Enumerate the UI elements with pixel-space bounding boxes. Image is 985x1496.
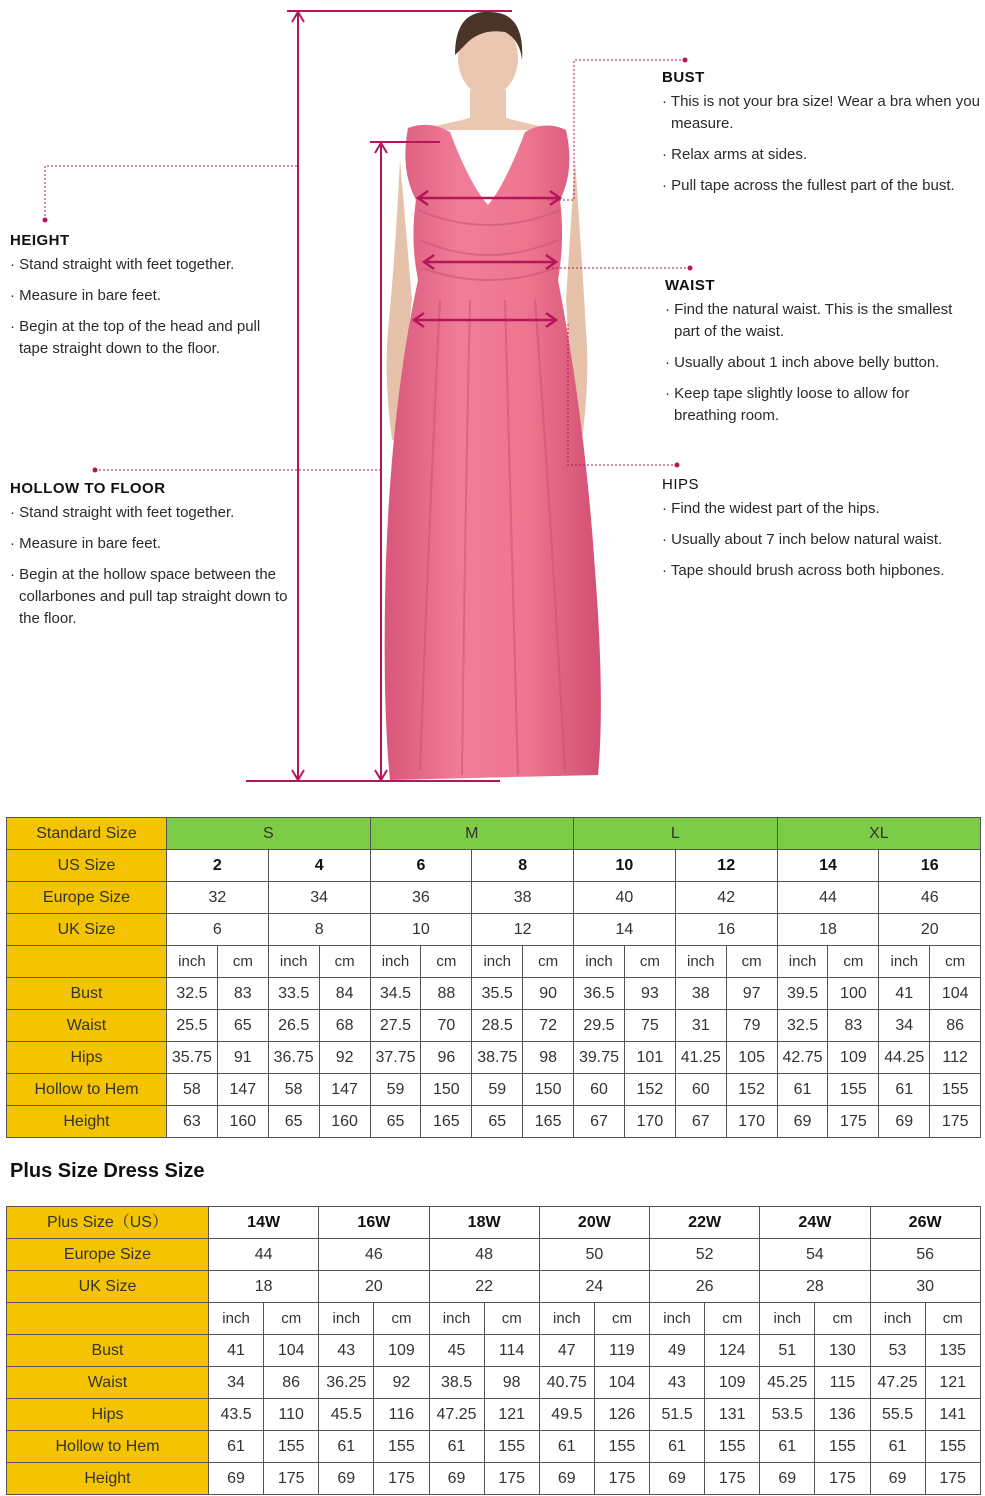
size-cell: 38	[472, 882, 574, 914]
unit-cell: cm	[925, 1303, 980, 1335]
size-cell: 2	[167, 850, 269, 882]
value-cell: 33.5	[268, 978, 319, 1010]
table-row	[7, 1042, 981, 1074]
table-row	[7, 1010, 981, 1042]
europe-size-row	[7, 882, 981, 914]
value-cell: 110	[264, 1399, 319, 1431]
size-cell: 34	[268, 882, 370, 914]
height-tip: · Begin at the top of the head and pull tape straight down to the floor.	[10, 316, 285, 360]
hips-tip: · Find the widest part of the hips.	[662, 498, 980, 520]
value-cell: 29.5	[574, 1010, 625, 1042]
value-cell: 39.5	[777, 978, 828, 1010]
value-cell: 35.5	[472, 978, 523, 1010]
size-cell: 56	[870, 1239, 980, 1271]
size-cell: 16W	[319, 1207, 429, 1239]
value-cell: 69	[760, 1463, 815, 1495]
value-cell: 170	[726, 1106, 777, 1138]
unit-row	[7, 946, 981, 978]
hips-note	[662, 474, 980, 591]
value-cell: 155	[930, 1074, 981, 1106]
value-cell: 130	[815, 1335, 870, 1367]
height-title: HEIGHT	[10, 232, 70, 249]
value-cell: 69	[319, 1463, 374, 1495]
value-cell: 175	[930, 1106, 981, 1138]
unit-cell: cm	[930, 946, 981, 978]
row-label: Waist	[7, 1010, 167, 1042]
value-cell: 45	[429, 1335, 484, 1367]
standard-size-table	[6, 817, 981, 1138]
value-cell: 49.5	[539, 1399, 594, 1431]
row-label: Europe Size	[7, 882, 167, 914]
unit-cell: cm	[217, 946, 268, 978]
unit-row	[7, 1303, 981, 1335]
value-cell: 112	[930, 1042, 981, 1074]
europe-size-row	[7, 1239, 981, 1271]
waist-title: WAIST	[665, 277, 715, 294]
unit-cell: inch	[539, 1303, 594, 1335]
value-cell: 88	[421, 978, 472, 1010]
size-cell: 18	[209, 1271, 319, 1303]
size-cell: 20W	[539, 1207, 649, 1239]
value-cell: 121	[484, 1399, 539, 1431]
value-cell: 34	[879, 1010, 930, 1042]
value-cell: 61	[777, 1074, 828, 1106]
value-cell: 121	[925, 1367, 980, 1399]
value-cell: 90	[523, 978, 574, 1010]
size-group-cell: S	[167, 818, 371, 850]
unit-cell: inch	[760, 1303, 815, 1335]
unit-cell: cm	[523, 946, 574, 978]
value-cell: 119	[594, 1335, 649, 1367]
value-cell: 83	[217, 978, 268, 1010]
size-cell: 44	[777, 882, 879, 914]
unit-cell: inch	[209, 1303, 264, 1335]
value-cell: 61	[650, 1431, 705, 1463]
size-cell: 20	[879, 914, 981, 946]
value-cell: 100	[828, 978, 879, 1010]
value-cell: 38.5	[429, 1367, 484, 1399]
value-cell: 69	[777, 1106, 828, 1138]
size-cell: 8	[472, 850, 574, 882]
value-cell: 116	[374, 1399, 429, 1431]
value-cell: 155	[264, 1431, 319, 1463]
value-cell: 155	[374, 1431, 429, 1463]
value-cell: 47.25	[870, 1367, 925, 1399]
value-cell: 104	[930, 978, 981, 1010]
row-label: Bust	[7, 1335, 209, 1367]
size-cell: 26	[650, 1271, 760, 1303]
uk-size-row	[7, 914, 981, 946]
value-cell: 170	[624, 1106, 675, 1138]
size-cell: 4	[268, 850, 370, 882]
size-cell: 12	[675, 850, 777, 882]
value-cell: 69	[650, 1463, 705, 1495]
size-cell: 6	[370, 850, 472, 882]
size-cell: 42	[675, 882, 777, 914]
row-label: Hollow to Hem	[7, 1074, 167, 1106]
waist-tip: · Keep tape slightly loose to allow for breathing room.	[665, 383, 975, 427]
value-cell: 61	[429, 1431, 484, 1463]
bust-tip: · Relax arms at sides.	[662, 144, 982, 166]
size-cell: 40	[574, 882, 676, 914]
value-cell: 165	[421, 1106, 472, 1138]
value-cell: 104	[264, 1335, 319, 1367]
size-cell: 28	[760, 1271, 870, 1303]
size-cell: 14W	[209, 1207, 319, 1239]
value-cell: 65	[217, 1010, 268, 1042]
value-cell: 115	[815, 1367, 870, 1399]
model-figure	[385, 12, 601, 780]
value-cell: 109	[374, 1335, 429, 1367]
value-cell: 109	[828, 1042, 879, 1074]
unit-cell: inch	[167, 946, 218, 978]
hips-title: HIPS	[662, 476, 700, 493]
plus-size-title: Plus Size Dress Size	[10, 1160, 205, 1182]
table-row	[7, 1335, 981, 1367]
value-cell: 27.5	[370, 1010, 421, 1042]
size-cell: 16	[879, 850, 981, 882]
value-cell: 36.5	[574, 978, 625, 1010]
size-cell: 46	[879, 882, 981, 914]
table-row	[7, 978, 981, 1010]
value-cell: 63	[167, 1106, 218, 1138]
size-cell: 10	[370, 914, 472, 946]
value-cell: 41	[209, 1335, 264, 1367]
value-cell: 175	[594, 1463, 649, 1495]
row-label: Hips	[7, 1042, 167, 1074]
value-cell: 41.25	[675, 1042, 726, 1074]
value-cell: 96	[421, 1042, 472, 1074]
unit-cell: inch	[268, 946, 319, 978]
value-cell: 147	[319, 1074, 370, 1106]
size-cell: 30	[870, 1271, 980, 1303]
size-cell: 12	[472, 914, 574, 946]
value-cell: 31	[675, 1010, 726, 1042]
size-cell: 50	[539, 1239, 649, 1271]
table-row	[7, 1463, 981, 1495]
value-cell: 42.75	[777, 1042, 828, 1074]
row-label: Bust	[7, 978, 167, 1010]
value-cell: 65	[472, 1106, 523, 1138]
value-cell: 69	[870, 1463, 925, 1495]
size-cell: 46	[319, 1239, 429, 1271]
unit-cell: cm	[421, 946, 472, 978]
value-cell: 65	[268, 1106, 319, 1138]
height-tip: · Stand straight with feet together.	[10, 254, 285, 276]
value-cell: 175	[264, 1463, 319, 1495]
value-cell: 175	[828, 1106, 879, 1138]
size-cell: 14	[777, 850, 879, 882]
value-cell: 175	[374, 1463, 429, 1495]
unit-cell: inch	[870, 1303, 925, 1335]
value-cell: 47	[539, 1335, 594, 1367]
bust-note	[662, 67, 982, 206]
unit-cell: inch	[319, 1303, 374, 1335]
value-cell: 84	[319, 978, 370, 1010]
value-cell: 79	[726, 1010, 777, 1042]
us-size-row	[7, 850, 981, 882]
bust-tip: · Pull tape across the fullest part of the bust.	[662, 175, 982, 197]
row-label: UK Size	[7, 1271, 209, 1303]
height-note	[10, 230, 285, 369]
hollow-title: HOLLOW TO FLOOR	[10, 480, 166, 497]
value-cell: 155	[815, 1431, 870, 1463]
value-cell: 105	[726, 1042, 777, 1074]
value-cell: 97	[726, 978, 777, 1010]
size-group-cell: XL	[777, 818, 981, 850]
row-label: Waist	[7, 1367, 209, 1399]
value-cell: 150	[523, 1074, 574, 1106]
value-cell: 147	[217, 1074, 268, 1106]
value-cell: 47.25	[429, 1399, 484, 1431]
unit-cell: cm	[594, 1303, 649, 1335]
value-cell: 61	[319, 1431, 374, 1463]
unit-cell: cm	[484, 1303, 539, 1335]
size-cell: 48	[429, 1239, 539, 1271]
value-cell: 34.5	[370, 978, 421, 1010]
value-cell: 36.25	[319, 1367, 374, 1399]
bust-tip: · This is not your bra size! Wear a bra when you measure.	[662, 91, 982, 135]
size-cell: 36	[370, 882, 472, 914]
us-size-row	[7, 1207, 981, 1239]
size-group-cell: M	[370, 818, 574, 850]
unit-cell: inch	[879, 946, 930, 978]
size-cell: 16	[675, 914, 777, 946]
value-cell: 45.5	[319, 1399, 374, 1431]
value-cell: 101	[624, 1042, 675, 1074]
value-cell: 155	[594, 1431, 649, 1463]
hips-tip: · Tape should brush across both hipbones.	[662, 560, 980, 582]
value-cell: 152	[624, 1074, 675, 1106]
value-cell: 70	[421, 1010, 472, 1042]
value-cell: 175	[815, 1463, 870, 1495]
unit-cell: cm	[624, 946, 675, 978]
unit-cell: cm	[828, 946, 879, 978]
table-row	[7, 1431, 981, 1463]
size-cell: 22	[429, 1271, 539, 1303]
size-group-cell: L	[574, 818, 778, 850]
value-cell: 36.75	[268, 1042, 319, 1074]
value-cell: 69	[209, 1463, 264, 1495]
value-cell: 28.5	[472, 1010, 523, 1042]
row-label: Europe Size	[7, 1239, 209, 1271]
table-row	[7, 1106, 981, 1138]
value-cell: 109	[705, 1367, 760, 1399]
value-cell: 67	[574, 1106, 625, 1138]
hollow-tip: · Measure in bare feet.	[10, 533, 290, 555]
size-cell: 54	[760, 1239, 870, 1271]
size-cell: 22W	[650, 1207, 760, 1239]
row-label: Hollow to Hem	[7, 1431, 209, 1463]
unit-cell: cm	[319, 946, 370, 978]
row-label: Height	[7, 1106, 167, 1138]
value-cell: 65	[370, 1106, 421, 1138]
value-cell: 83	[828, 1010, 879, 1042]
value-cell: 135	[925, 1335, 980, 1367]
value-cell: 92	[374, 1367, 429, 1399]
value-cell: 32.5	[777, 1010, 828, 1042]
value-cell: 160	[217, 1106, 268, 1138]
standard-size-label: Standard Size	[7, 818, 167, 850]
value-cell: 40.75	[539, 1367, 594, 1399]
value-cell: 124	[705, 1335, 760, 1367]
height-tip: · Measure in bare feet.	[10, 285, 285, 307]
value-cell: 38	[675, 978, 726, 1010]
row-label	[7, 1303, 209, 1335]
unit-cell: cm	[726, 946, 777, 978]
size-cell: 52	[650, 1239, 760, 1271]
value-cell: 61	[879, 1074, 930, 1106]
unit-cell: inch	[650, 1303, 705, 1335]
size-cell: 18W	[429, 1207, 539, 1239]
value-cell: 69	[539, 1463, 594, 1495]
value-cell: 60	[675, 1074, 726, 1106]
unit-cell: cm	[815, 1303, 870, 1335]
value-cell: 69	[879, 1106, 930, 1138]
value-cell: 45.25	[760, 1367, 815, 1399]
size-cell: 20	[319, 1271, 429, 1303]
table-row	[7, 1367, 981, 1399]
value-cell: 136	[815, 1399, 870, 1431]
value-cell: 61	[870, 1431, 925, 1463]
value-cell: 53	[870, 1335, 925, 1367]
row-label: US Size	[7, 850, 167, 882]
unit-cell: inch	[675, 946, 726, 978]
value-cell: 155	[925, 1431, 980, 1463]
value-cell: 25.5	[167, 1010, 218, 1042]
hollow-note	[10, 478, 290, 639]
value-cell: 165	[523, 1106, 574, 1138]
value-cell: 150	[421, 1074, 472, 1106]
value-cell: 41	[879, 978, 930, 1010]
waist-note	[665, 275, 975, 436]
waist-tip: · Usually about 1 inch above belly button.	[665, 352, 975, 374]
value-cell: 160	[319, 1106, 370, 1138]
hips-tip: · Usually about 7 inch below natural waist.	[662, 529, 980, 551]
size-cell: 44	[209, 1239, 319, 1271]
value-cell: 86	[930, 1010, 981, 1042]
size-cell: 10	[574, 850, 676, 882]
value-cell: 43	[650, 1367, 705, 1399]
value-cell: 155	[705, 1431, 760, 1463]
row-label: Hips	[7, 1399, 209, 1431]
value-cell: 155	[828, 1074, 879, 1106]
value-cell: 59	[370, 1074, 421, 1106]
row-label: UK Size	[7, 914, 167, 946]
value-cell: 26.5	[268, 1010, 319, 1042]
hollow-tip: · Begin at the hollow space between the collarbones and pull tap straight down to the floor.	[10, 564, 290, 630]
value-cell: 34	[209, 1367, 264, 1399]
row-label: Height	[7, 1463, 209, 1495]
value-cell: 175	[925, 1463, 980, 1495]
value-cell: 175	[484, 1463, 539, 1495]
value-cell: 131	[705, 1399, 760, 1431]
row-label: Plus Size（US）	[7, 1207, 209, 1239]
uk-size-row	[7, 1271, 981, 1303]
value-cell: 152	[726, 1074, 777, 1106]
size-cell: 6	[167, 914, 269, 946]
value-cell: 91	[217, 1042, 268, 1074]
unit-cell: inch	[777, 946, 828, 978]
table-row	[7, 1399, 981, 1431]
value-cell: 55.5	[870, 1399, 925, 1431]
value-cell: 60	[574, 1074, 625, 1106]
row-label	[7, 946, 167, 978]
value-cell: 98	[523, 1042, 574, 1074]
value-cell: 61	[760, 1431, 815, 1463]
value-cell: 104	[594, 1367, 649, 1399]
size-group-row	[7, 818, 981, 850]
value-cell: 32.5	[167, 978, 218, 1010]
unit-cell: inch	[574, 946, 625, 978]
value-cell: 51.5	[650, 1399, 705, 1431]
size-cell: 14	[574, 914, 676, 946]
value-cell: 58	[268, 1074, 319, 1106]
value-cell: 38.75	[472, 1042, 523, 1074]
value-cell: 92	[319, 1042, 370, 1074]
size-cell: 32	[167, 882, 269, 914]
value-cell: 59	[472, 1074, 523, 1106]
bust-title: BUST	[662, 69, 705, 86]
value-cell: 44.25	[879, 1042, 930, 1074]
value-cell: 69	[429, 1463, 484, 1495]
size-cell: 24	[539, 1271, 649, 1303]
hollow-tip: · Stand straight with feet together.	[10, 502, 290, 524]
value-cell: 155	[484, 1431, 539, 1463]
value-cell: 141	[925, 1399, 980, 1431]
size-cell: 8	[268, 914, 370, 946]
value-cell: 61	[539, 1431, 594, 1463]
value-cell: 93	[624, 978, 675, 1010]
value-cell: 68	[319, 1010, 370, 1042]
value-cell: 39.75	[574, 1042, 625, 1074]
unit-cell: inch	[472, 946, 523, 978]
value-cell: 67	[675, 1106, 726, 1138]
value-cell: 37.75	[370, 1042, 421, 1074]
table-row	[7, 1074, 981, 1106]
unit-cell: cm	[705, 1303, 760, 1335]
unit-cell: cm	[264, 1303, 319, 1335]
value-cell: 61	[209, 1431, 264, 1463]
waist-tip: · Find the natural waist. This is the smallest part of the waist.	[665, 299, 975, 343]
value-cell: 58	[167, 1074, 218, 1106]
size-cell: 26W	[870, 1207, 980, 1239]
value-cell: 43.5	[209, 1399, 264, 1431]
value-cell: 43	[319, 1335, 374, 1367]
value-cell: 53.5	[760, 1399, 815, 1431]
value-cell: 51	[760, 1335, 815, 1367]
value-cell: 49	[650, 1335, 705, 1367]
value-cell: 126	[594, 1399, 649, 1431]
value-cell: 175	[705, 1463, 760, 1495]
value-cell: 75	[624, 1010, 675, 1042]
plus-size-table	[6, 1206, 981, 1495]
value-cell: 114	[484, 1335, 539, 1367]
unit-cell: inch	[429, 1303, 484, 1335]
value-cell: 72	[523, 1010, 574, 1042]
unit-cell: cm	[374, 1303, 429, 1335]
value-cell: 86	[264, 1367, 319, 1399]
unit-cell: inch	[370, 946, 421, 978]
value-cell: 98	[484, 1367, 539, 1399]
value-cell: 35.75	[167, 1042, 218, 1074]
size-cell: 24W	[760, 1207, 870, 1239]
size-cell: 18	[777, 914, 879, 946]
